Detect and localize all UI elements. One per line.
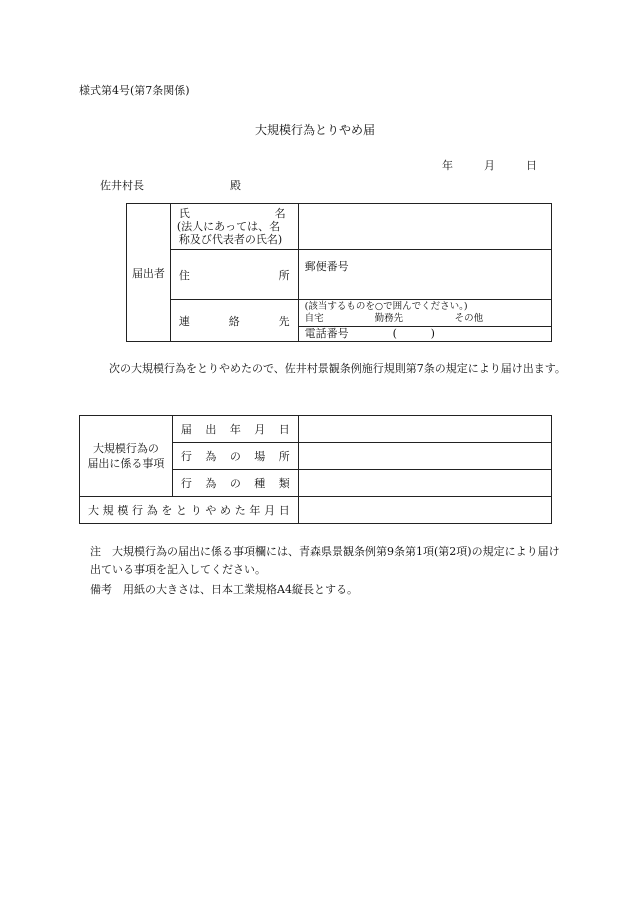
label-char: 所: [278, 450, 290, 463]
label-char: 模: [117, 504, 129, 517]
matter-group-label: [80, 416, 173, 497]
label-char: 種: [254, 477, 266, 490]
note-text: 注 大規模行為の届出に係る事項欄には、青森県景観条例第9条第1項(第2項)の規定により届け出ている事項を記入してください。: [90, 545, 560, 576]
label-char: 月: [264, 504, 276, 517]
activity-type-input[interactable]: [298, 470, 551, 497]
label-char: の: [229, 477, 241, 490]
phone-paren-close: ): [430, 327, 435, 340]
remark-text: 備考 用紙の大きさは、日本工業規格A4縦長とする。: [90, 583, 358, 596]
label-char: 日: [278, 504, 290, 517]
phone-paren-open: (: [392, 327, 397, 340]
label-char: や: [205, 504, 217, 517]
filing-date-label: [172, 416, 298, 443]
address-input-cell[interactable]: [298, 250, 551, 300]
contact-label-cell: [170, 300, 298, 342]
address-label-2: 所: [278, 268, 290, 282]
label-char: 類: [278, 477, 290, 490]
form-number-label: 様式第4号(第7条関係): [79, 84, 190, 97]
activity-type-label: [172, 470, 298, 497]
label-char: 為: [205, 477, 217, 490]
matter-group-label-1: 大規模行為の: [92, 442, 159, 455]
label-char: 為: [146, 504, 158, 517]
name-label-cell: [170, 204, 298, 250]
addressee-name: 佐井村長: [100, 179, 144, 192]
label-char: 場: [254, 450, 266, 463]
label-char: め: [220, 504, 232, 517]
label-char: 年: [249, 504, 261, 517]
label-char: 規: [102, 504, 114, 517]
date-year-label: 年: [442, 159, 453, 172]
label-char: 届: [180, 423, 192, 436]
contact-label-char: 連: [178, 314, 190, 328]
label-char: を: [161, 504, 173, 517]
addressee-honorific: 殿: [230, 179, 241, 192]
address-label-cell: [170, 250, 298, 300]
cancel-date-input[interactable]: [298, 497, 551, 524]
name-note-1: (法人にあっては、名: [176, 220, 281, 233]
name-label-1: 氏: [178, 207, 190, 220]
name-label-2: 名: [274, 207, 286, 220]
filing-date-input[interactable]: [298, 416, 551, 443]
matter-table: [79, 415, 552, 524]
cancel-date-label: [80, 497, 299, 524]
contact-input-cell[interactable]: [298, 300, 551, 342]
contact-option-home[interactable]: 自宅: [304, 313, 324, 324]
label-char: り: [190, 504, 202, 517]
label-char: 行: [180, 450, 192, 463]
contact-label-char: 絡: [228, 314, 240, 328]
label-char: 為: [205, 450, 217, 463]
label-char: た: [234, 504, 246, 517]
label-char: 日: [278, 423, 290, 436]
addressee: [100, 177, 241, 193]
document-title: 大規模行為とりやめ届: [254, 123, 375, 137]
contact-option-other[interactable]: その他: [454, 313, 484, 324]
applicant-table: [126, 203, 552, 342]
contact-note: (該当するものを○で囲んでください。): [304, 301, 468, 312]
postal-code-label: 郵便番号: [304, 260, 349, 273]
date-line: [442, 157, 537, 173]
contact-option-work[interactable]: 勤務先: [374, 313, 404, 324]
date-day-label: 日: [526, 159, 537, 172]
name-input-cell[interactable]: [298, 204, 551, 250]
phone-label: 電話番号: [304, 327, 349, 340]
activity-location-input[interactable]: [298, 443, 551, 470]
body-text: 次の大規模行為をとりやめたので、佐井村景観条例施行規則第7条の規定により届け出ます。: [109, 362, 566, 375]
matter-group-label-2: 届出に係る事項: [87, 457, 165, 470]
label-char: 月: [254, 423, 266, 436]
date-month-label: 月: [484, 159, 495, 172]
label-char: 行: [132, 504, 144, 517]
applicant-section-label: 届出者: [127, 204, 171, 342]
label-char: 年: [229, 423, 241, 436]
label-char: 大: [88, 504, 99, 517]
label-char: と: [176, 504, 188, 517]
label-char: 行: [180, 477, 192, 490]
label-char: 出: [205, 423, 217, 436]
contact-label-char: 先: [278, 314, 290, 328]
activity-location-label: [172, 443, 298, 470]
label-char: の: [229, 450, 241, 463]
name-note-2: 称及び代表者の氏名): [178, 233, 283, 246]
address-label-1: 住: [178, 268, 190, 282]
